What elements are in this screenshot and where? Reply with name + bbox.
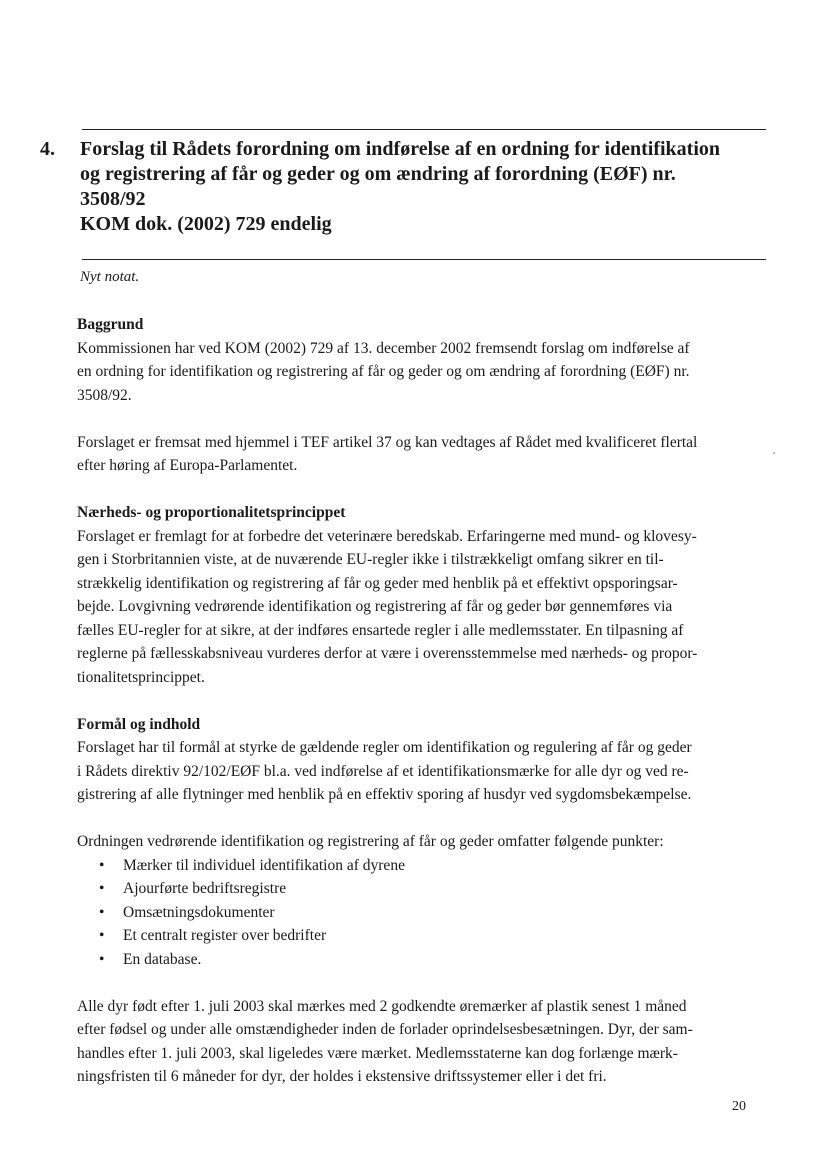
text-line: tionalitetsprincippet. <box>77 668 205 686</box>
text-line: Forslaget er fremsat med hjemmel i TEF artikel 37 og kan vedtages af Rådet med kvalificeret flertal <box>77 433 698 451</box>
list-item <box>77 924 749 948</box>
bullet-icon: • <box>99 927 105 944</box>
formaal-heading: Formål og indhold <box>77 715 201 733</box>
baggrund-heading: Baggrund <box>77 316 144 333</box>
text-line: efter høring af Europa-Parlamentet. <box>77 457 298 474</box>
legal-basis-paragraph <box>77 431 749 478</box>
list-item <box>77 948 749 972</box>
document-body <box>77 313 749 1112</box>
page-number: 20 <box>732 1099 746 1114</box>
text-line: handles efter 1. juli 2003, skal ligeledes være mærket. Medlemsstaterne kan dog forlænge mærk- <box>77 1044 678 1062</box>
section-number: 4. <box>40 138 55 160</box>
text-line: strækkelig identifikation og registrering af får og geder med henblik på et effektivt opsporingsar- <box>77 574 678 592</box>
text-line: Alle dyr født efter 1. juli 2003 skal mærkes med 2 godkendte øremærker af plastik senest 1 måned <box>77 997 687 1015</box>
text-line: ningsfristen til 6 måneder for dyr, der holdes i ekstensive driftssystemer eller i det fri. <box>77 1068 607 1085</box>
list-item <box>77 854 749 878</box>
bullet-icon: • <box>99 856 105 874</box>
text-line: gen i Storbritannien viste, at de nuværende EU-regler ikke i tilstrækkeligt omfang sikrer en til- <box>77 551 664 568</box>
section-heading <box>80 137 770 237</box>
ordning-bullet-list <box>77 854 749 972</box>
heading-line: Forslag til Rådets forordning om indførelse af en ordning for identifikation <box>80 138 721 160</box>
text-line: bejde. Lovgivning vedrørende identifikation og registrering af får og geder bør gennemføres via <box>77 598 673 615</box>
note-label: Nyt notat. <box>80 269 140 285</box>
text-line: en ordning for identifikation og registrering af får og geder og om ændring af forordning (EØF) nr. <box>77 363 690 380</box>
text-line: Forslaget er fremlagt for at forbedre det veterinære beredskab. Erfaringerne med mund- og klovesy- <box>77 527 697 545</box>
scan-speck <box>773 452 775 454</box>
naerhed-heading: Nærheds- og proportionalitetsprincippet <box>77 504 346 521</box>
marking-paragraph <box>77 995 749 1089</box>
naerhed-section <box>77 501 749 689</box>
list-item-text: Mærker til individuel identifikation af dyrene <box>123 856 405 874</box>
bullet-icon: • <box>99 880 105 897</box>
formaal-section <box>77 713 749 807</box>
text-line: Kommissionen har ved KOM (2002) 729 af 13. december 2002 fremsendt forslag om indførelse af <box>77 339 690 357</box>
bottom-rule <box>82 259 766 260</box>
list-item <box>77 877 749 901</box>
heading-line: og registrering af får og geder og om ændring af forordning (EØF) nr. <box>80 163 676 185</box>
text-line: i Rådets direktiv 92/102/EØF bl.a. ved indførelse af et identifikationsmærke for alle dyr og ved re- <box>77 762 689 780</box>
text-line: reglerne på fællesskabsniveau vurderes derfor at være i overensstemmelse med nærheds- og propor- <box>77 645 698 662</box>
ordning-intro: Ordningen vedrørende identifikation og registrering af får og geder omfatter følgende punkter: <box>77 833 664 850</box>
list-item-text: En database. <box>123 950 202 968</box>
text-line: 3508/92. <box>77 386 132 404</box>
heading-line: 3508/92 <box>80 188 146 210</box>
list-item <box>77 901 749 925</box>
baggrund-section <box>77 313 749 407</box>
list-item-text: Ajourførte bedriftsregistre <box>123 880 287 897</box>
bullet-icon: • <box>99 903 105 921</box>
list-item-text: Et centralt register over bedrifter <box>123 927 327 944</box>
heading-line: KOM dok. (2002) 729 endelig <box>80 213 332 235</box>
text-line: Forslaget har til formål at styrke de gældende regler om identifikation og regulering af får og geder <box>77 739 692 756</box>
top-rule <box>82 129 766 130</box>
text-line: efter fødsel og under alle omstændigheder inden de forlader oprindelsesbesætningen. Dyr, der sam- <box>77 1021 693 1038</box>
list-item-text: Omsætningsdokumenter <box>123 903 275 921</box>
text-line: fælles EU-regler for at sikre, at der indføres ensartede regler i alle medlemsstater. En tilpasning af <box>77 621 684 639</box>
text-line: gistrering af alle flytninger med henblik på en effektiv sporing af husdyr ved sygdomsbekæmpelse. <box>77 786 692 803</box>
bullet-icon: • <box>99 950 105 968</box>
